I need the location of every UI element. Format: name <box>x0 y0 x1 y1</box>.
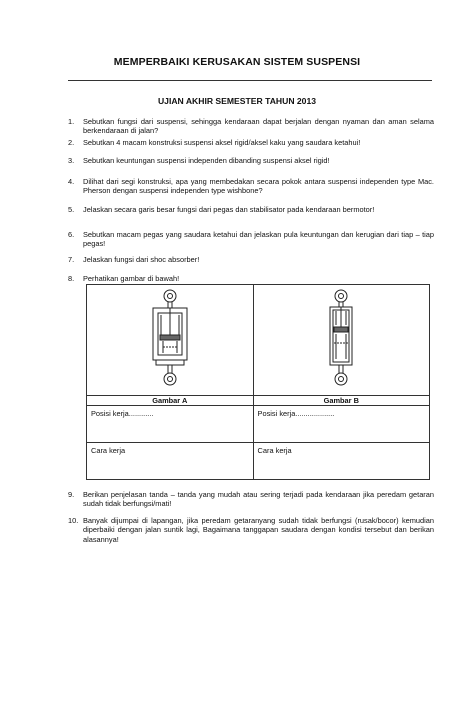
question-5 <box>68 205 434 214</box>
exam-subtitle: UJIAN AKHIR SEMESTER TAHUN 2013 <box>157 96 317 106</box>
question-number: 10. <box>68 516 79 525</box>
question-text: Sebutkan 4 macam konstruksi suspensi aksel rigid/aksel kaku yang saudara ketahui! <box>83 138 361 147</box>
question-8 <box>68 274 434 283</box>
question-number: 9. <box>68 490 75 499</box>
figure-b-caption: Gambar B <box>253 396 429 406</box>
question-number: 3. <box>68 156 75 165</box>
question-10 <box>68 516 434 544</box>
question-number: 8. <box>68 274 75 283</box>
figure-a-cell <box>87 285 254 396</box>
position-b-answer-cell: Posisi kerja................... <box>253 406 429 443</box>
workflow-a-answer-cell: Cara kerja <box>87 443 254 480</box>
question-text: Sebutkan keuntungan suspensi independen dibanding suspensi aksel rigid! <box>83 156 330 165</box>
figure-table <box>86 284 430 480</box>
position-a-answer-cell: Posisi kerja............ <box>87 406 254 443</box>
question-text: Banyak dijumpai di lapangan, jika peredam getaranyang sudah tidak berfungsi (rusak/bocor) kemudian diperbaiki dengan jalan suntik lagi, Bagaimana tanggapan saudara dengan kondisi tersebut dan berikan alasannya! <box>83 516 434 544</box>
question-6 <box>68 230 434 249</box>
title-divider <box>68 80 432 81</box>
question-number: 1. <box>68 117 75 126</box>
question-2 <box>68 138 434 147</box>
question-number: 6. <box>68 230 75 239</box>
question-7 <box>68 255 434 264</box>
question-4 <box>68 177 434 196</box>
workflow-b-answer-cell: Cara kerja <box>253 443 429 480</box>
figure-b-cell <box>253 285 429 396</box>
question-text: Sebutkan macam pegas yang saudara ketahui dan jelaskan pula keuntungan dan kerugian dari tiap – tiap pegas! <box>83 230 434 249</box>
document-title: MEMPERBAIKI KERUSAKAN SISTEM SUSPENSI <box>113 56 361 68</box>
question-text: Jelaskan secara garis besar fungsi dari pegas dan stabilisator pada kendaraan bermotor! <box>83 205 375 214</box>
shock-absorber-a-illustration <box>130 285 210 395</box>
figure-a-caption: Gambar A <box>87 396 254 406</box>
question-text: Berikan penjelasan tanda – tanda yang mudah atau sering terjadi pada kendaraan jika peredam getaran sudah tidak berfungsi/mati! <box>83 490 434 509</box>
question-number: 5. <box>68 205 75 214</box>
question-number: 2. <box>68 138 75 147</box>
question-3 <box>68 156 434 165</box>
question-text: Sebutkan fungsi dari suspensi, sehingga kendaraan dapat berjalan dengan nyaman dan aman selama berkendaraan di jalan? <box>83 117 434 136</box>
shock-absorber-b-illustration <box>301 285 381 395</box>
question-number: 7. <box>68 255 75 264</box>
question-1 <box>68 117 434 136</box>
question-9 <box>68 490 434 509</box>
question-text: Dilihat dari segi konstruksi, apa yang membedakan secara pokok antara suspensi independen type Mac. Pherson dengan suspensi independen type wishbone? <box>83 177 434 196</box>
question-number: 4. <box>68 177 75 186</box>
question-text: Jelaskan fungsi dari shoc absorber! <box>83 255 200 264</box>
question-text: Perhatikan gambar di bawah! <box>83 274 180 283</box>
